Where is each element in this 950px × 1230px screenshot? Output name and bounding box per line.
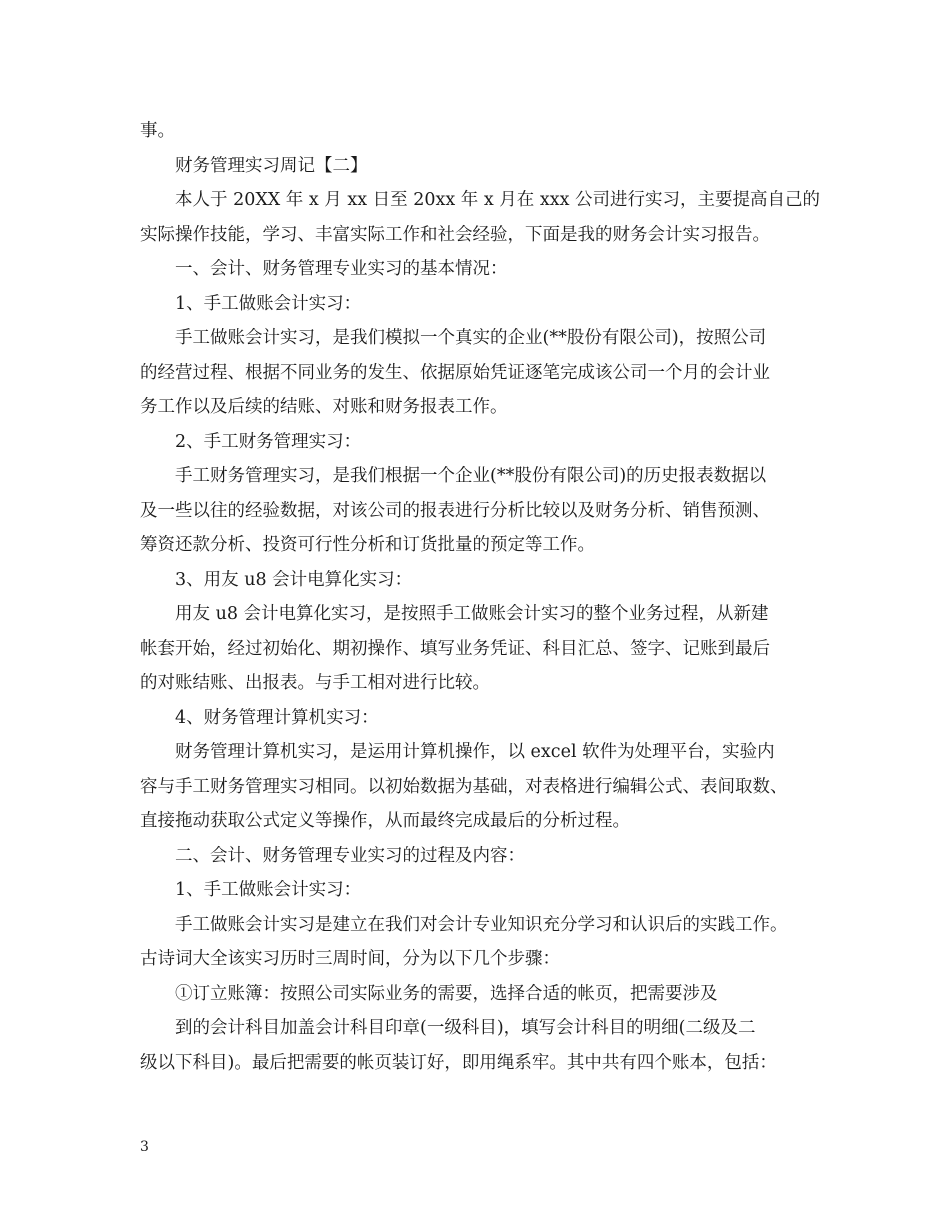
page-number: 3 [140,1139,149,1155]
text-line: 用友 u8 会计电算化实习，是按照手工做账会计实习的整个业务过程，从新建 [175,604,769,624]
text-line: 古诗词大全该实习历时三周时间，分为以下几个步骤： [140,949,560,969]
text-line: 帐套开始，经过初始化、期初操作、填写业务凭证、科目汇总、签字、记账到最后 [140,638,770,659]
text-line: 的对账结账、出报表。与手工相对进行比较。 [140,673,490,693]
text-line: 务工作以及后续的结账、对账和财务报表工作。 [140,397,508,417]
text-line: 事。 [140,121,175,141]
text-line: 财务管理实习周记【二】 [175,155,368,176]
text-line: 手工财务管理实习，是我们根据一个企业(**股份有限公司)的历史报表数据以 [175,466,767,486]
text-line: 4、财务管理计算机实习： [175,707,379,728]
text-line: 级以下科目)。最后把需要的帐页装订好，即用绳系牢。其中共有四个账本，包括： [140,1052,777,1073]
text-line: ①订立账簿：按照公司实际业务的需要，选择合适的帐页，把需要涉及 [175,983,718,1004]
text-line: 1、手工做账会计实习： [175,880,362,900]
text-line: 筹资还款分析、投资可行性分析和订货批量的预定等工作。 [140,535,595,555]
text-line: 到的会计科目加盖会计科目印章(一级科目)，填写会计科目的明细(二级及二 [175,1018,756,1038]
text-line: 本人于 20XX 年 x 月 xx 日至 20xx 年 x 月在 xxx 公司进行实习，主要提高自己的 [175,190,821,210]
text-line: 的经营过程、根据不同业务的发生、依据原始凭证逐笔完成该公司一个月的会计业 [140,362,770,383]
text-line: 2、手工财务管理实习： [175,431,362,452]
text-line: 实际操作技能，学习、丰富实际工作和社会经验，下面是我的财务会计实习报告。 [140,224,770,245]
text-line: 直接拖动获取公式定义等操作，从而最终完成最后的分析过程。 [140,811,630,831]
text-line: 手工做账会计实习是建立在我们对会计专业知识充分学习和认识后的实践工作。 [175,914,788,935]
text-line: 财务管理计算机实习，是运用计算机操作，以 excel 软件为处理平台，实验内 [175,742,775,762]
text-line: 二、会计、财务管理专业实习的过程及内容： [175,845,525,866]
text-line: 1、手工做账会计实习： [175,293,362,314]
text-line: 一、会计、财务管理专业实习的基本情况： [175,259,508,279]
text-line: 手工做账会计实习，是我们模拟一个真实的企业(**股份有限公司)，按照公司 [175,328,767,348]
text-line: 容与手工财务管理实习相同。以初始数据为基础，对表格进行编辑公式、表间取数、 [140,776,788,797]
document-body [140,114,830,1080]
text-line: 及一些以往的经验数据，对该公司的报表进行分析比较以及财务分析、销售预测、 [140,500,770,521]
text-line: 3、用友 u8 会计电算化实习： [175,569,413,590]
